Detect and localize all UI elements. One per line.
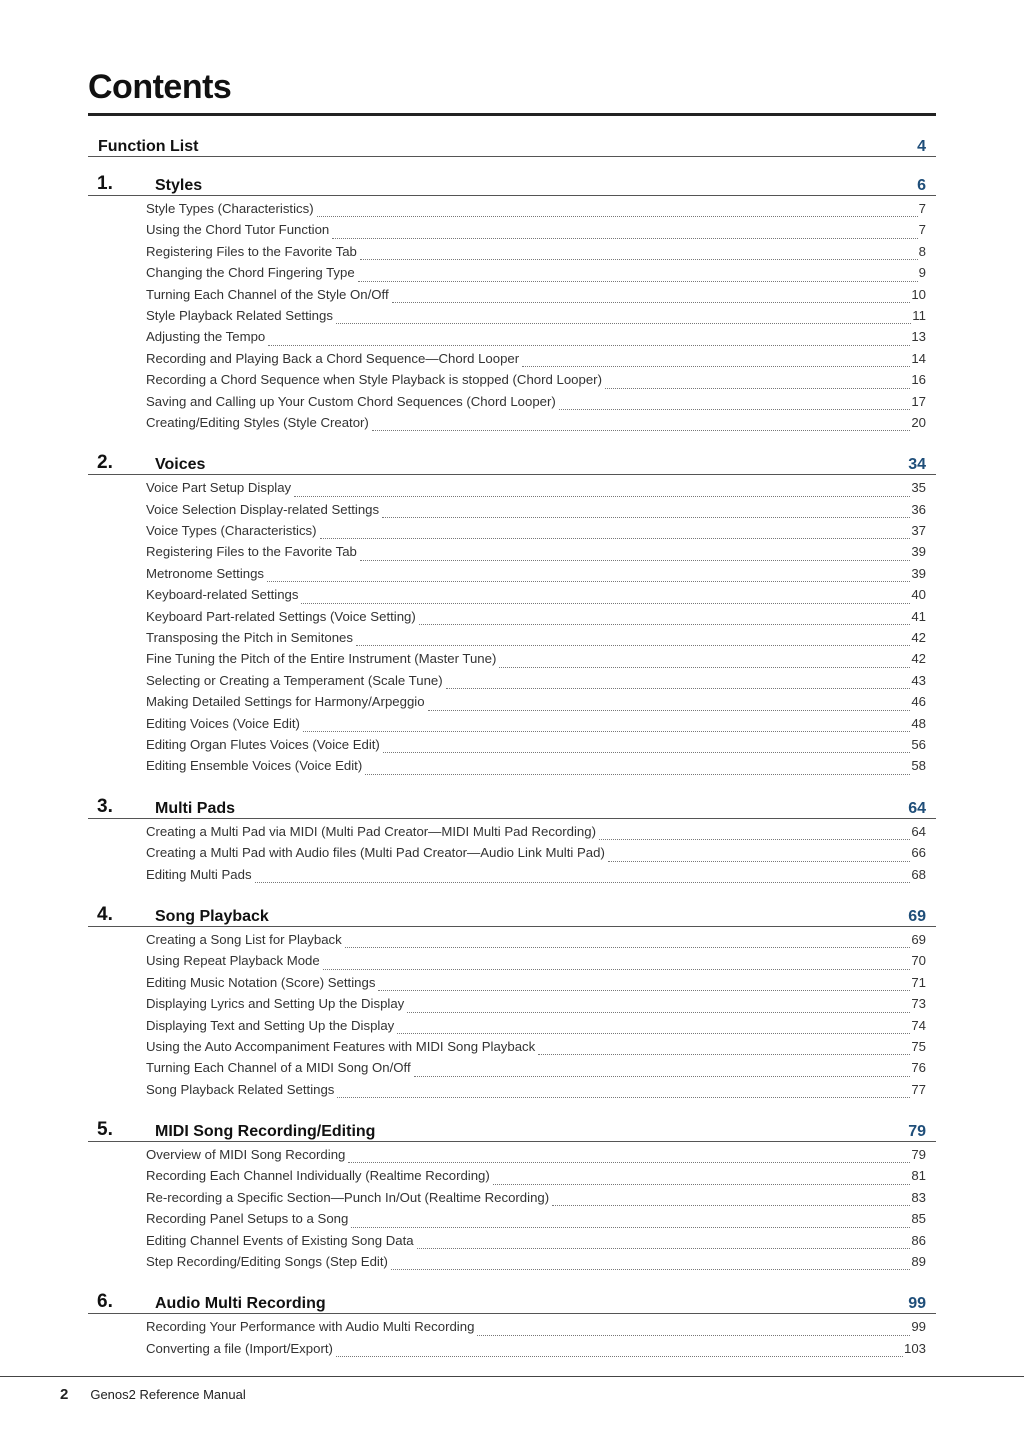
toc-entry[interactable] xyxy=(146,932,926,953)
dot-leader xyxy=(303,730,910,732)
entry-title: Adjusting the Tempo xyxy=(146,329,266,345)
dot-leader xyxy=(407,1011,910,1013)
toc-entry[interactable] xyxy=(146,287,926,308)
entry-title: Editing Music Notation (Score) Settings xyxy=(146,974,376,990)
entry-list xyxy=(88,480,936,779)
dot-leader xyxy=(365,773,910,775)
dot-leader xyxy=(345,946,911,948)
toc-entry[interactable] xyxy=(146,1082,926,1103)
entry-page: 69 xyxy=(911,931,926,947)
entry-list xyxy=(88,1319,936,1362)
entry-title: Recording Panel Setups to a Song xyxy=(146,1211,349,1227)
entry-title: Registering Files to the Favorite Tab xyxy=(146,243,357,259)
entry-title: Song Playback Related Settings xyxy=(146,1081,335,1097)
entry-page: 79 xyxy=(911,1147,926,1163)
chapter-number: 6. xyxy=(97,1291,113,1313)
dot-leader xyxy=(336,1355,903,1357)
entry-title: Displaying Text and Setting Up the Display xyxy=(146,1017,395,1033)
dot-leader xyxy=(397,1032,910,1034)
dot-leader xyxy=(301,602,910,604)
entry-page: 70 xyxy=(911,953,926,969)
entry-page: 66 xyxy=(911,845,926,861)
toc-entry[interactable] xyxy=(146,351,926,372)
entry-page: 89 xyxy=(911,1254,926,1270)
toc-entry[interactable] xyxy=(146,1168,926,1189)
function-list-title: Function List xyxy=(98,138,199,155)
footer-rule xyxy=(0,1376,1024,1377)
chapter-title: Song Playback xyxy=(155,907,269,925)
toc-entry[interactable] xyxy=(146,480,926,501)
dot-leader xyxy=(360,559,910,561)
toc-entry[interactable] xyxy=(146,1211,926,1232)
entry-title: Style Types (Characteristics) xyxy=(146,201,314,216)
entry-page: 58 xyxy=(911,758,926,774)
dot-leader xyxy=(414,1075,911,1077)
toc-entry[interactable] xyxy=(146,1341,926,1362)
entry-title: Editing Channel Events of Existing Song Data xyxy=(146,1232,414,1248)
entry-title: Saving and Calling up Your Custom Chord Sequences (Chord Looper) xyxy=(146,393,556,409)
dot-leader xyxy=(383,751,911,753)
dot-leader xyxy=(559,408,911,410)
page-title: Contents xyxy=(88,68,232,106)
dot-leader xyxy=(320,537,911,539)
entry-page: 71 xyxy=(911,974,926,990)
chapter-heading[interactable] xyxy=(88,450,936,475)
toc-entry[interactable] xyxy=(146,824,926,845)
chapter-number: 3. xyxy=(97,795,113,817)
entry-title: Transposing the Pitch in Semitones xyxy=(146,630,353,646)
entry-page: 7 xyxy=(918,222,926,238)
table-of-contents xyxy=(88,132,936,1362)
dot-leader xyxy=(268,344,910,346)
entry-page: 39 xyxy=(911,565,926,581)
chapter-section xyxy=(88,902,936,1103)
entry-title: Editing Ensemble Voices (Voice Edit) xyxy=(146,758,363,774)
entry-page: 43 xyxy=(911,672,926,688)
entry-page: 99 xyxy=(911,1319,926,1335)
toc-entry[interactable] xyxy=(146,996,926,1017)
chapter-section xyxy=(88,794,936,888)
toc-entry[interactable] xyxy=(146,1233,926,1254)
chapter-heading[interactable] xyxy=(88,1117,936,1142)
entry-list xyxy=(88,932,936,1103)
entry-page: 40 xyxy=(911,587,926,603)
chapter-page: 99 xyxy=(908,1295,926,1313)
dot-leader xyxy=(552,1204,910,1206)
chapter-number: 5. xyxy=(97,1119,113,1141)
toc-entry[interactable] xyxy=(146,609,926,630)
toc-entry[interactable] xyxy=(146,329,926,350)
dot-leader xyxy=(372,429,911,431)
chapter-section xyxy=(88,171,936,436)
function-list-row[interactable] xyxy=(88,132,936,157)
dot-leader xyxy=(378,989,910,991)
function-list-page: 4 xyxy=(917,138,926,155)
entry-page: 77 xyxy=(911,1081,926,1097)
toc-entry[interactable] xyxy=(146,566,926,587)
toc-entry[interactable] xyxy=(146,1039,926,1060)
dot-leader xyxy=(332,237,917,239)
title-rule xyxy=(88,113,936,116)
toc-entry[interactable] xyxy=(146,758,926,779)
dot-leader xyxy=(391,1268,910,1270)
entry-page: 73 xyxy=(911,996,926,1012)
toc-entry[interactable] xyxy=(146,201,926,222)
entry-title: Keyboard Part-related Settings (Voice Setting) xyxy=(146,608,416,624)
entry-title: Keyboard-related Settings xyxy=(146,587,299,603)
dot-leader xyxy=(522,365,910,367)
entry-list xyxy=(88,1147,936,1275)
dot-leader xyxy=(446,687,911,689)
chapter-title: MIDI Song Recording/Editing xyxy=(155,1123,376,1141)
toc-entry[interactable] xyxy=(146,845,926,866)
entry-title: Using Repeat Playback Mode xyxy=(146,953,320,969)
page-footer xyxy=(60,1386,246,1403)
toc-entry[interactable] xyxy=(146,630,926,651)
entry-title: Recording a Chord Sequence when Style Playback is stopped (Chord Looper) xyxy=(146,372,602,388)
chapter-number: 1. xyxy=(97,173,113,194)
toc-entry[interactable] xyxy=(146,523,926,544)
dot-leader xyxy=(605,387,910,389)
dot-leader xyxy=(348,1161,910,1163)
entry-page: 68 xyxy=(911,866,926,882)
dot-leader xyxy=(419,623,911,625)
dot-leader xyxy=(493,1183,911,1185)
entry-page: 41 xyxy=(911,608,926,624)
entry-page: 103 xyxy=(903,1340,926,1356)
entry-page: 14 xyxy=(911,350,926,366)
toc-entry[interactable] xyxy=(146,1319,926,1340)
entry-page: 81 xyxy=(911,1168,926,1184)
dot-leader xyxy=(382,516,910,518)
chapter-section xyxy=(88,1289,936,1362)
entry-page: 56 xyxy=(911,736,926,752)
footer-manual-title: Genos2 Reference Manual xyxy=(90,1387,246,1402)
toc-entry[interactable] xyxy=(146,394,926,415)
dot-leader xyxy=(538,1053,910,1055)
entry-title: Style Playback Related Settings xyxy=(146,307,333,323)
chapter-heading[interactable] xyxy=(88,794,936,819)
entry-page: 36 xyxy=(911,501,926,517)
entry-title: Voice Types (Characteristics) xyxy=(146,523,317,539)
chapter-title: Multi Pads xyxy=(155,799,236,817)
entry-title: Displaying Lyrics and Setting Up the Display xyxy=(146,996,405,1012)
entry-page: 75 xyxy=(911,1038,926,1054)
entry-page: 20 xyxy=(911,414,926,430)
chapter-heading[interactable] xyxy=(88,1289,936,1314)
entry-title: Changing the Chord Fingering Type xyxy=(146,265,355,281)
chapter-heading[interactable] xyxy=(88,902,936,927)
entry-title: Overview of MIDI Song Recording xyxy=(146,1147,346,1163)
entry-page: 10 xyxy=(911,286,926,302)
entry-title: Converting a file (Import/Export) xyxy=(146,1340,333,1356)
chapter-number: 4. xyxy=(97,903,113,925)
entry-page: 35 xyxy=(911,480,926,496)
toc-entry[interactable] xyxy=(146,673,926,694)
entry-page: 16 xyxy=(911,372,926,388)
dot-leader xyxy=(351,1226,910,1228)
entry-page: 76 xyxy=(911,1060,926,1076)
entry-page: 86 xyxy=(911,1232,926,1248)
entry-page: 17 xyxy=(911,393,926,409)
dot-leader xyxy=(608,860,910,862)
dot-leader xyxy=(337,1096,910,1098)
entry-page: 9 xyxy=(918,265,926,281)
entry-page: 46 xyxy=(911,694,926,710)
dot-leader xyxy=(317,215,918,217)
toc-entry[interactable] xyxy=(146,544,926,565)
dot-leader xyxy=(417,1247,911,1249)
entry-page: 42 xyxy=(911,630,926,646)
dot-leader xyxy=(358,280,918,282)
entry-title: Selecting or Creating a Temperament (Scale Tune) xyxy=(146,672,443,688)
toc-entry[interactable] xyxy=(146,502,926,523)
entry-page: 11 xyxy=(912,307,926,323)
entry-title: Voice Selection Display-related Settings xyxy=(146,501,380,517)
entry-title: Turning Each Channel of the Style On/Off xyxy=(146,286,389,302)
toc-entry[interactable] xyxy=(146,222,926,243)
toc-entry[interactable] xyxy=(146,372,926,393)
toc-entry[interactable] xyxy=(146,1254,926,1275)
entry-title: Voice Part Setup Display xyxy=(146,480,292,496)
toc-entry[interactable] xyxy=(146,1147,926,1168)
footer-page-number: 2 xyxy=(60,1386,69,1403)
dot-leader xyxy=(356,644,910,646)
entry-title: Creating/Editing Styles (Style Creator) xyxy=(146,414,369,430)
dot-leader xyxy=(499,666,910,668)
entry-title: Using the Chord Tutor Function xyxy=(146,222,330,238)
entry-page: 37 xyxy=(911,523,926,539)
chapter-title: Voices xyxy=(155,456,206,474)
chapter-title: Audio Multi Recording xyxy=(155,1295,326,1313)
toc-entry[interactable] xyxy=(146,737,926,758)
entry-title: Fine Tuning the Pitch of the Entire Instrument (Master Tune) xyxy=(146,651,497,667)
entry-title: Creating a Multi Pad via MIDI (Multi Pad Creator—MIDI Multi Pad Recording) xyxy=(146,823,596,839)
entry-page: 7 xyxy=(918,201,926,216)
dot-leader xyxy=(323,968,911,970)
entry-title: Editing Organ Flutes Voices (Voice Edit) xyxy=(146,736,380,752)
chapter-page: 79 xyxy=(908,1123,926,1141)
entry-title: Re-recording a Specific Section—Punch In/Out (Realtime Recording) xyxy=(146,1189,550,1205)
entry-title: Registering Files to the Favorite Tab xyxy=(146,544,357,560)
chapter-section xyxy=(88,1117,936,1275)
entry-page: 85 xyxy=(911,1211,926,1227)
entry-list xyxy=(88,201,936,436)
entry-page: 64 xyxy=(911,823,926,839)
toc-entry[interactable] xyxy=(146,716,926,737)
entry-title: Using the Auto Accompaniment Features with MIDI Song Playback xyxy=(146,1038,536,1054)
chapter-heading[interactable] xyxy=(88,171,936,196)
entry-page: 48 xyxy=(911,715,926,731)
entry-page: 8 xyxy=(918,243,926,259)
dot-leader xyxy=(336,322,911,324)
dot-leader xyxy=(599,838,910,840)
dot-leader xyxy=(428,709,911,711)
entry-title: Creating a Multi Pad with Audio files (Multi Pad Creator—Audio Link Multi Pad) xyxy=(146,845,605,861)
toc-entry[interactable] xyxy=(146,953,926,974)
chapter-section xyxy=(88,450,936,779)
entry-title: Recording Each Channel Individually (Realtime Recording) xyxy=(146,1168,490,1184)
toc-entry[interactable] xyxy=(146,651,926,672)
dot-leader xyxy=(294,495,910,497)
toc-entry[interactable] xyxy=(146,1060,926,1081)
entry-title: Editing Multi Pads xyxy=(146,866,252,882)
chapter-page: 69 xyxy=(908,907,926,925)
chapter-title: Styles xyxy=(155,177,203,194)
entry-page: 39 xyxy=(911,544,926,560)
toc-entry[interactable] xyxy=(146,265,926,286)
toc-entry[interactable] xyxy=(146,415,926,436)
toc-entry[interactable] xyxy=(146,244,926,265)
toc-entry[interactable] xyxy=(146,975,926,996)
toc-entry[interactable] xyxy=(146,1190,926,1211)
toc-entry[interactable] xyxy=(146,587,926,608)
entry-title: Editing Voices (Voice Edit) xyxy=(146,715,300,731)
chapter-page: 34 xyxy=(908,456,926,474)
entry-list xyxy=(88,824,936,888)
entry-title: Recording Your Performance with Audio Multi Recording xyxy=(146,1319,475,1335)
dot-leader xyxy=(255,881,911,883)
entry-title: Making Detailed Settings for Harmony/Arpeggio xyxy=(146,694,425,710)
entry-page: 42 xyxy=(911,651,926,667)
dot-leader xyxy=(360,258,918,260)
toc-entry[interactable] xyxy=(146,1018,926,1039)
entry-title: Step Recording/Editing Songs (Step Edit) xyxy=(146,1254,388,1270)
chapter-page: 6 xyxy=(917,177,926,194)
chapter-page: 64 xyxy=(908,799,926,817)
entry-page: 83 xyxy=(911,1189,926,1205)
chapter-number: 2. xyxy=(97,452,113,474)
toc-entry[interactable] xyxy=(146,867,926,888)
dot-leader xyxy=(392,301,911,303)
entry-title: Metronome Settings xyxy=(146,565,265,581)
entry-page: 13 xyxy=(911,329,926,345)
entry-title: Recording and Playing Back a Chord Sequence—Chord Looper xyxy=(146,350,520,366)
dot-leader xyxy=(477,1334,910,1336)
toc-entry[interactable] xyxy=(146,694,926,715)
dot-leader xyxy=(267,580,910,582)
toc-entry[interactable] xyxy=(146,308,926,329)
entry-title: Turning Each Channel of a MIDI Song On/Off xyxy=(146,1060,411,1076)
entry-page: 74 xyxy=(911,1017,926,1033)
entry-title: Creating a Song List for Playback xyxy=(146,931,342,947)
